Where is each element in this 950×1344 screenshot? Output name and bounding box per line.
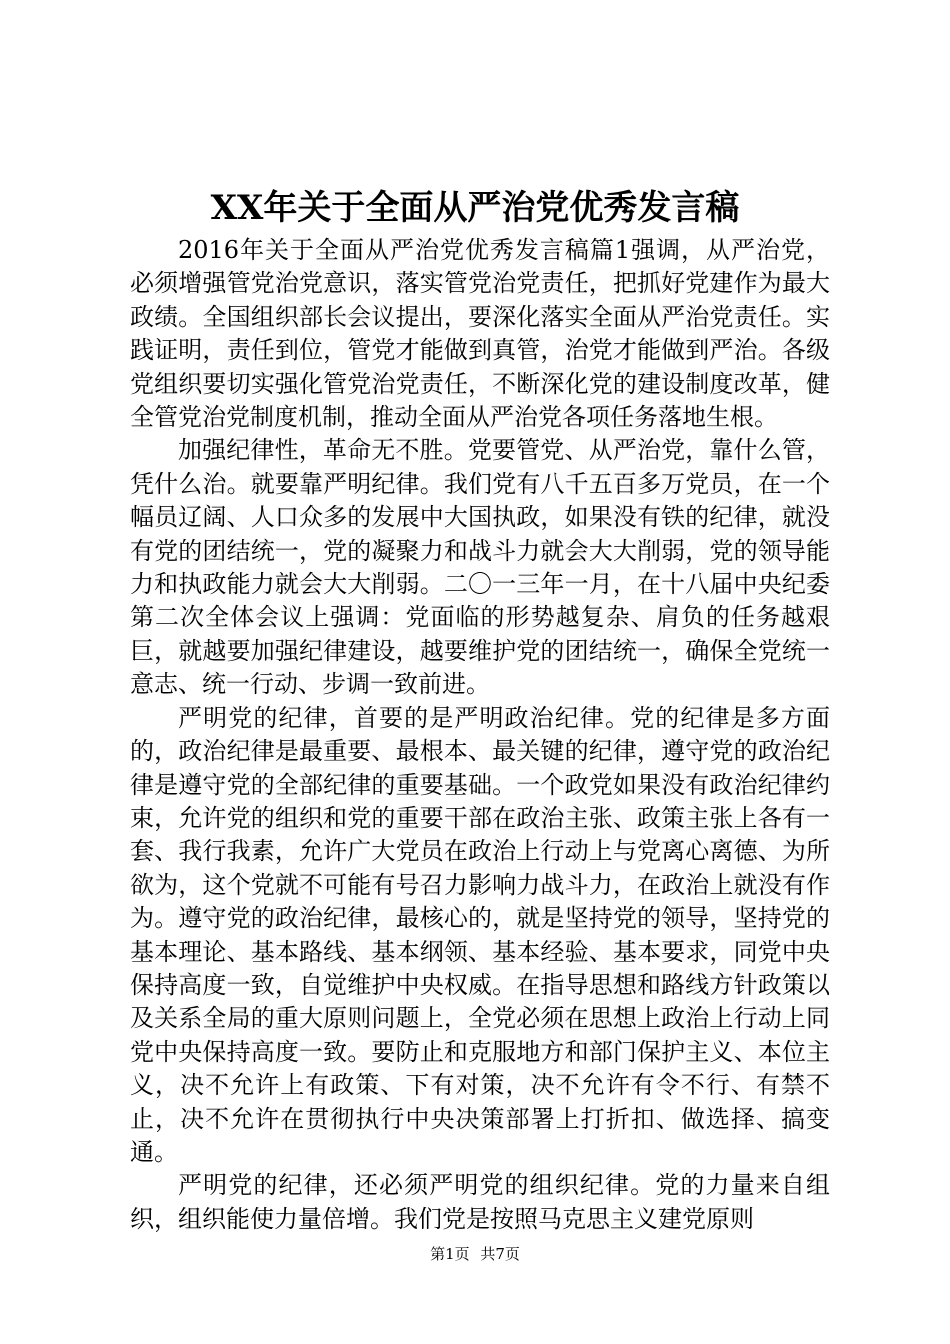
page-number: 第1页 [430, 1245, 470, 1263]
paragraph: 严明党的纪律，首要的是严明政治纪律。党的纪律是多方面的，政治纪律是最重要、最根本、最关键的纪律，遵守党的政治纪律是遵守党的全部纪律的重要基础。一个政党如果没有政治纪律约束，允许党的组织和党的重要干部在政治主张、政策主张上各有一套、我行我素，允许广大党员在政治上行动上与党离心离德、为所欲为，这个党就不可能有号召力影响力战斗力，在政治上就没有作为。遵守党的政治纪律，最核心的，就是坚持党的领导，坚持党的基本理论、基本路线、基本纲领、基本经验、基本要求，同党中央保持高度一致，自觉维护中央权威。在指导思想和路线方针政策以及关系全局的重大原则问题上，全党必须在思想上政治上行动上同党中央保持高度一致。要防止和克服地方和部门保护主义、本位主义，决不允许上有政策、下有对策，决不允许有令不行、有禁不止，决不允许在贯彻执行中央决策部署上打折扣、做选择、搞变通。 [130, 703, 830, 1166]
document-title: XX年关于全面从严治党优秀发言稿 [210, 188, 740, 228]
document-body [130, 234, 830, 1236]
page-footer [0, 1244, 950, 1264]
paragraph: 2016年关于全面从严治党优秀发言稿篇1强调，从严治党，必须增强管党治党意识，落实管党治党责任，把抓好党建作为最大政绩。全国组织部长会议提出，要深化落实全面从严治党责任。实践证明，责任到位，管党才能做到真管，治党才能做到严治。各级党组织要切实强化管党治党责任，不断深化党的建设制度改革，健全管党治党制度机制，推动全面从严治党各项任务落地生根。 [130, 236, 830, 432]
paragraph: 加强纪律性，革命无不胜。党要管党、从严治党，靠什么管，凭什么治。就要靠严明纪律。我们党有八千五百多万党员，在一个幅员辽阔、人口众多的发展中大国执政，如果没有铁的纪律，就没有党的团结统一，党的凝聚力和战斗力就会大大削弱，党的领导能力和执政能力就会大大削弱。二〇一三年一月，在十八届中央纪委第二次全体会议上强调：党面临的形势越复杂、肩负的任务越艰巨，就越要加强纪律建设，越要维护党的团结统一，确保全党统一意志、统一行动、步调一致前进。 [130, 436, 830, 699]
page-total: 共7页 [480, 1245, 520, 1263]
paragraph: 严明党的纪律，还必须严明党的组织纪律。党的力量来自组织，组织能使力量倍增。我们党是按照马克思主义建党原则 [130, 1171, 830, 1233]
